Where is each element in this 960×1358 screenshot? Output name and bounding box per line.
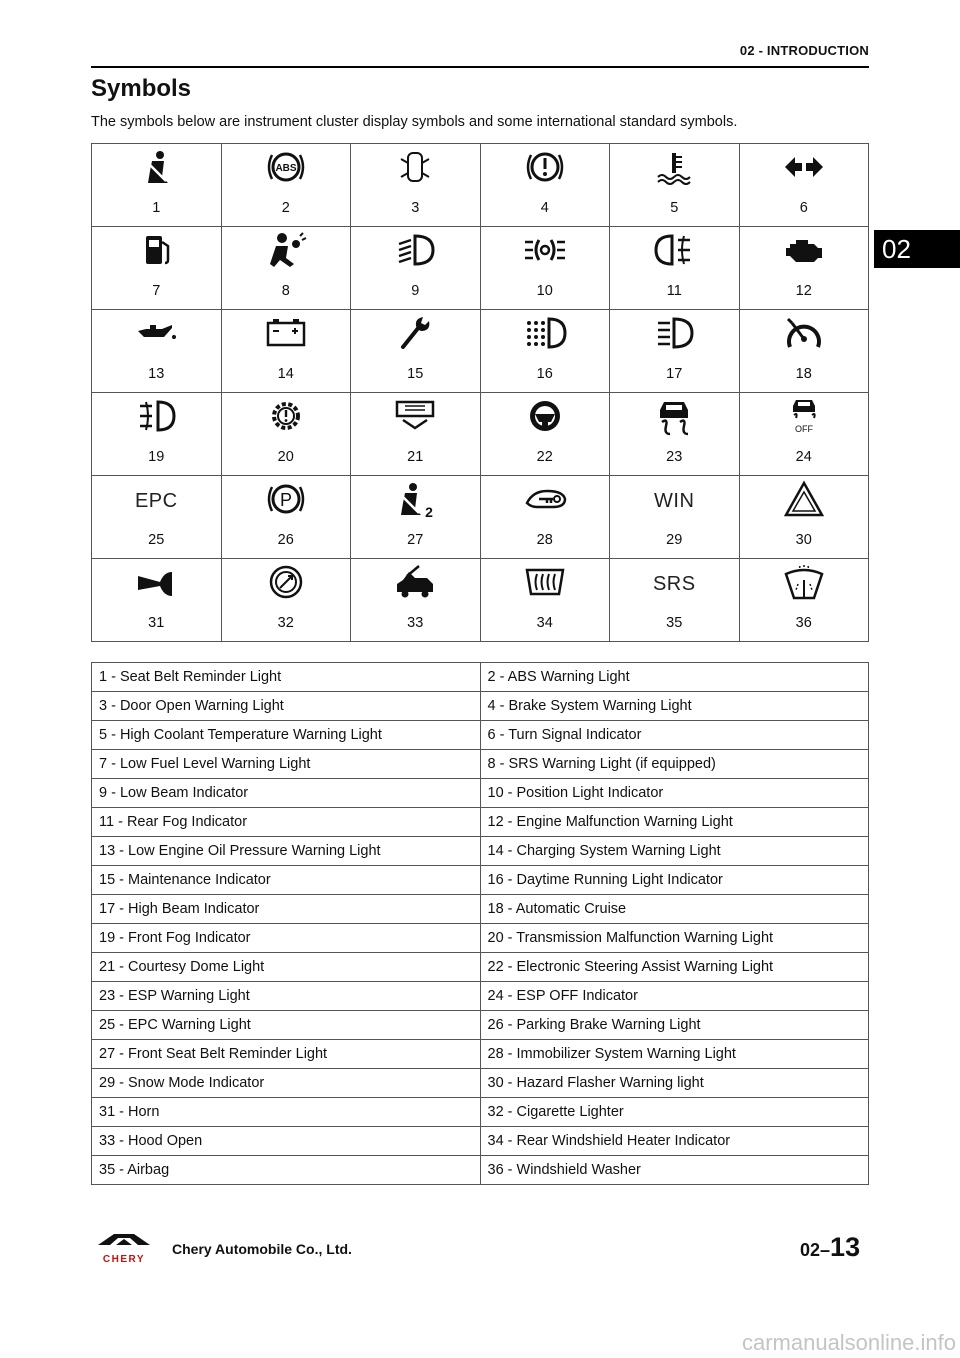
cigarette-lighter-icon	[264, 562, 308, 607]
table-row	[92, 721, 869, 750]
chapter-tab: 02	[874, 230, 960, 268]
description-cell: 11 - Rear Fog Indicator	[92, 808, 481, 837]
table-row	[92, 982, 869, 1011]
symbol-number: 17	[666, 366, 683, 382]
symbol-cell	[92, 559, 222, 642]
symbol-cell	[480, 559, 610, 642]
symbol-number: 35	[666, 615, 683, 631]
description-cell: 12 - Engine Malfunction Warning Light	[480, 808, 869, 837]
symbol-cell	[221, 227, 351, 310]
svg-text:ABS: ABS	[275, 162, 297, 174]
description-cell: 25 - EPC Warning Light	[92, 1011, 481, 1040]
symbol-cell	[480, 227, 610, 310]
esp-off-icon	[782, 396, 826, 441]
seat-belt-icon	[134, 147, 178, 192]
symbol-cell	[92, 310, 222, 393]
symbol-number: 11	[666, 283, 682, 299]
symbol-cell	[739, 310, 869, 393]
description-cell: 2 - ABS Warning Light	[480, 663, 869, 692]
symbol-number: 24	[795, 449, 812, 465]
symbol-cell	[480, 476, 610, 559]
wrench-icon	[393, 313, 437, 358]
description-cell: 10 - Position Light Indicator	[480, 779, 869, 808]
table-row	[92, 924, 869, 953]
brake-warning-icon	[523, 147, 567, 192]
page-number: 02–13	[800, 1232, 861, 1262]
symbol-cell	[351, 476, 481, 559]
table-row	[92, 1156, 869, 1185]
symbol-cell	[739, 393, 869, 476]
table-row	[92, 808, 869, 837]
door-open-icon	[393, 147, 437, 192]
symbol-cell	[610, 559, 740, 642]
description-cell: 27 - Front Seat Belt Reminder Light	[92, 1040, 481, 1069]
symbol-cell	[221, 476, 351, 559]
symbol-number: 36	[795, 615, 812, 631]
description-cell: 14 - Charging System Warning Light	[480, 837, 869, 866]
symbol-number: 29	[666, 532, 683, 548]
description-cell: 5 - High Coolant Temperature Warning Light	[92, 721, 481, 750]
symbol-cell	[221, 310, 351, 393]
horn-icon	[134, 562, 178, 607]
symbol-cell	[92, 144, 222, 227]
washer-icon	[782, 562, 826, 607]
srs-icon: SRS	[652, 572, 696, 595]
description-cell: 28 - Immobilizer System Warning Light	[480, 1040, 869, 1069]
description-cell: 22 - Electronic Steering Assist Warning Light	[480, 953, 869, 982]
symbol-cell	[351, 310, 481, 393]
symbol-number: 8	[281, 283, 290, 299]
symbol-description-table	[91, 662, 869, 1185]
symbol-grid	[91, 143, 869, 642]
symbol-cell	[351, 393, 481, 476]
description-cell: 3 - Door Open Warning Light	[92, 692, 481, 721]
table-row	[92, 953, 869, 982]
symbol-cell	[351, 144, 481, 227]
description-cell: 26 - Parking Brake Warning Light	[480, 1011, 869, 1040]
description-cell: 30 - Hazard Flasher Warning light	[480, 1069, 869, 1098]
drl-icon	[523, 313, 567, 358]
symbol-number: 32	[277, 615, 294, 631]
symbol-number: 14	[277, 366, 294, 382]
symbol-cell	[221, 559, 351, 642]
abs-icon	[264, 147, 308, 192]
epc-icon: EPC	[134, 489, 178, 512]
symbol-number: 4	[540, 200, 549, 216]
table-row	[92, 1127, 869, 1156]
description-cell: 24 - ESP OFF Indicator	[480, 982, 869, 1011]
hood-open-icon	[393, 562, 437, 607]
table-row	[92, 1069, 869, 1098]
symbol-cell	[610, 310, 740, 393]
table-row	[92, 866, 869, 895]
cruise-icon	[782, 313, 826, 358]
symbol-cell	[351, 559, 481, 642]
description-cell: 23 - ESP Warning Light	[92, 982, 481, 1011]
win-icon: WIN	[654, 489, 695, 512]
description-cell: 7 - Low Fuel Level Warning Light	[92, 750, 481, 779]
description-cell: 15 - Maintenance Indicator	[92, 866, 481, 895]
table-row	[92, 1098, 869, 1127]
footer-company: Chery Automobile Co., Ltd.	[172, 1241, 352, 1257]
description-cell: 33 - Hood Open	[92, 1127, 481, 1156]
symbol-number: 21	[407, 449, 424, 465]
description-cell: 31 - Horn	[92, 1098, 481, 1127]
hazard-triangle-icon	[782, 479, 826, 524]
description-cell: 8 - SRS Warning Light (if equipped)	[480, 750, 869, 779]
symbol-number: 23	[666, 449, 683, 465]
symbol-number: 3	[411, 200, 420, 216]
symbol-number: 15	[407, 366, 424, 382]
high-beam-icon	[652, 313, 696, 358]
symbol-cell	[351, 227, 481, 310]
symbol-number: 28	[536, 532, 553, 548]
symbol-cell	[480, 393, 610, 476]
svg-text:OFF: OFF	[794, 423, 813, 434]
symbol-number: 6	[799, 200, 808, 216]
symbol-cell	[610, 144, 740, 227]
symbol-number: 12	[795, 283, 812, 299]
esp-icon	[652, 396, 696, 441]
table-row	[92, 779, 869, 808]
description-cell: 21 - Courtesy Dome Light	[92, 953, 481, 982]
table-row	[92, 837, 869, 866]
position-light-icon	[523, 230, 567, 275]
front-fog-icon	[134, 396, 178, 441]
symbol-number: 33	[407, 615, 424, 631]
description-cell: 35 - Airbag	[92, 1156, 481, 1185]
symbol-number: 27	[407, 532, 424, 548]
symbol-number: 5	[670, 200, 679, 216]
symbol-cell	[92, 227, 222, 310]
description-cell: 19 - Front Fog Indicator	[92, 924, 481, 953]
table-row	[92, 663, 869, 692]
dome-light-icon	[393, 396, 437, 441]
description-cell: 36 - Windshield Washer	[480, 1156, 869, 1185]
section-heading: 02 - INTRODUCTION	[739, 43, 869, 58]
symbol-number: 16	[536, 366, 553, 382]
svg-text:2: 2	[425, 503, 434, 519]
transmission-gear-icon	[264, 396, 308, 441]
symbol-number: 10	[536, 283, 553, 299]
intro-text: The symbols below are instrument cluster display symbols and some international standard symbols.	[91, 114, 738, 130]
symbol-cell	[480, 144, 610, 227]
symbol-cell	[610, 476, 740, 559]
symbol-number: 34	[536, 615, 553, 631]
symbol-cell	[739, 476, 869, 559]
symbol-cell	[92, 476, 222, 559]
oil-can-icon	[134, 313, 178, 358]
symbol-number: 22	[536, 449, 553, 465]
description-cell: 34 - Rear Windshield Heater Indicator	[480, 1127, 869, 1156]
table-row	[92, 750, 869, 779]
seat-belt-2-icon	[393, 479, 437, 524]
turn-signal-icon	[782, 147, 826, 192]
engine-icon	[782, 230, 826, 275]
description-cell: 6 - Turn Signal Indicator	[480, 721, 869, 750]
fuel-icon	[134, 230, 178, 275]
symbol-cell	[221, 144, 351, 227]
description-cell: 16 - Daytime Running Light Indicator	[480, 866, 869, 895]
symbol-cell	[92, 393, 222, 476]
immobilizer-key-icon	[523, 479, 567, 524]
symbol-number: 9	[411, 283, 420, 299]
symbol-number: 25	[148, 532, 165, 548]
watermark: carmanualsonline.info	[741, 1330, 956, 1355]
symbol-number: 20	[277, 449, 294, 465]
symbol-number: 30	[795, 532, 812, 548]
symbol-cell	[610, 227, 740, 310]
steering-wheel-icon	[523, 396, 567, 441]
airbag-person-icon	[264, 230, 308, 275]
description-cell: 1 - Seat Belt Reminder Light	[92, 663, 481, 692]
coolant-temp-icon	[652, 147, 696, 192]
table-row	[92, 895, 869, 924]
table-row	[92, 692, 869, 721]
description-cell: 20 - Transmission Malfunction Warning Light	[480, 924, 869, 953]
description-cell: 17 - High Beam Indicator	[92, 895, 481, 924]
svg-text:CHERY: CHERY	[102, 1254, 146, 1265]
symbol-cell	[739, 559, 869, 642]
low-beam-icon	[393, 230, 437, 275]
page-title: Symbols	[91, 75, 192, 102]
symbol-number: 18	[795, 366, 812, 382]
symbol-number: 26	[277, 532, 294, 548]
symbol-cell	[221, 393, 351, 476]
chery-logo	[92, 1231, 156, 1265]
description-cell: 29 - Snow Mode Indicator	[92, 1069, 481, 1098]
symbol-number: 7	[152, 283, 161, 299]
symbol-number: 19	[148, 449, 165, 465]
svg-text:P: P	[279, 489, 292, 510]
description-cell: 18 - Automatic Cruise	[480, 895, 869, 924]
symbol-number: 13	[148, 366, 165, 382]
table-row	[92, 1040, 869, 1069]
description-cell: 13 - Low Engine Oil Pressure Warning Light	[92, 837, 481, 866]
description-cell: 32 - Cigarette Lighter	[480, 1098, 869, 1127]
battery-icon	[264, 313, 308, 358]
rear-defrost-icon	[523, 562, 567, 607]
description-cell: 9 - Low Beam Indicator	[92, 779, 481, 808]
symbol-number: 2	[281, 200, 290, 216]
table-row	[92, 1011, 869, 1040]
parking-brake-icon	[264, 479, 308, 524]
symbol-cell	[739, 144, 869, 227]
symbol-cell	[610, 393, 740, 476]
page-header	[91, 40, 869, 68]
symbol-number: 1	[152, 200, 161, 216]
symbol-cell	[739, 227, 869, 310]
rear-fog-icon	[652, 230, 696, 275]
description-cell: 4 - Brake System Warning Light	[480, 692, 869, 721]
symbol-number: 31	[148, 615, 165, 631]
symbol-cell	[480, 310, 610, 393]
